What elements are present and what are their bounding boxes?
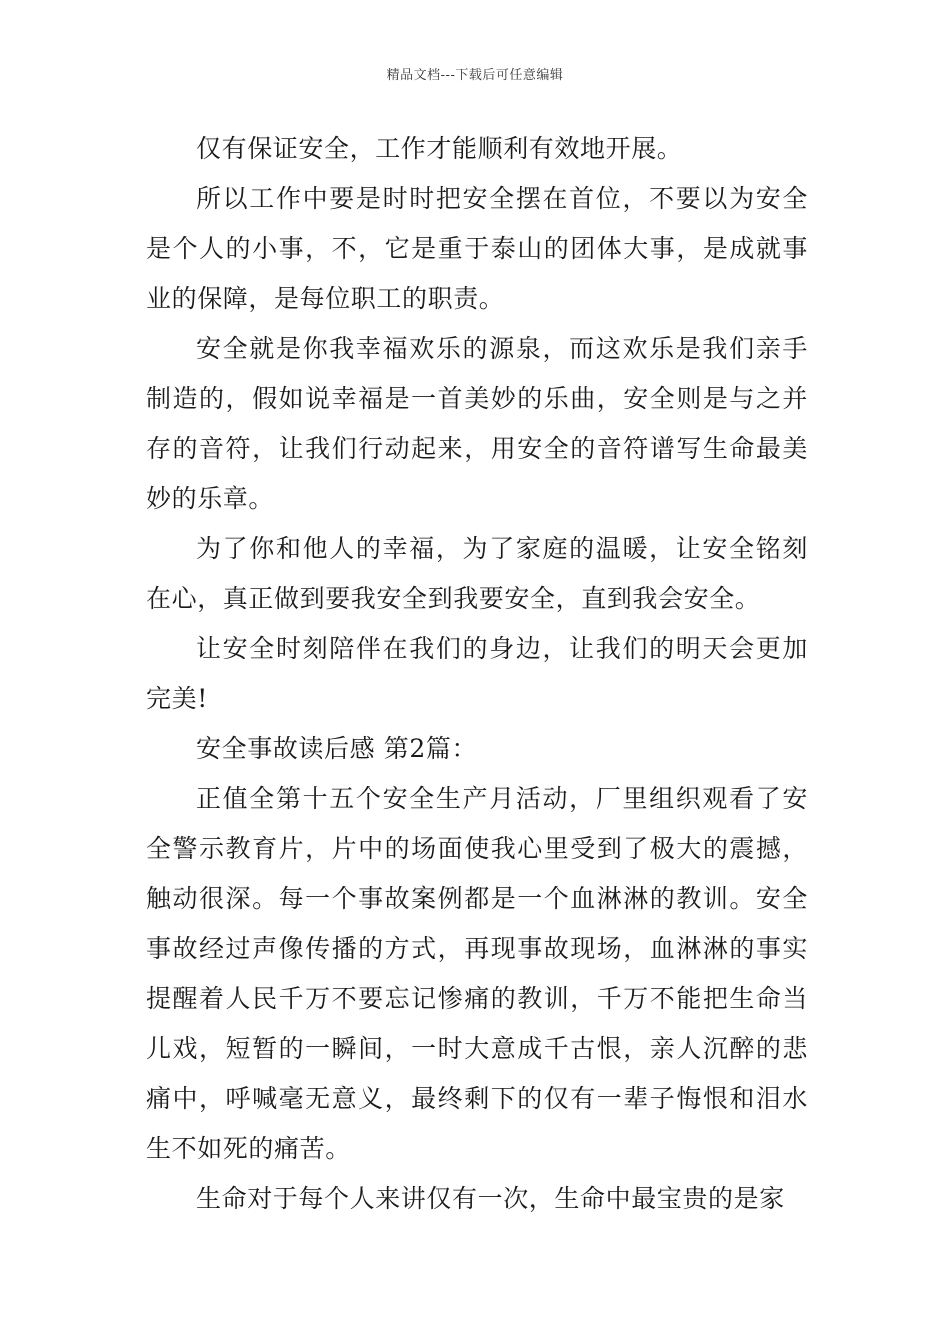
section-heading: 安全事故读后感 第2篇： — [196, 734, 478, 763]
page-header: 精品文档---下载后可任意编辑 — [386, 68, 564, 83]
paragraph-7: 生命对于每个人来讲仅有一次，生命中最宝贵的是家 — [196, 1184, 785, 1213]
paragraph-1: 仅有保证安全，工作才能顺利有效地开展。 — [196, 134, 683, 163]
paragraph-4: 为了你和他人的幸福，为了家庭的温暖，让安全铭刻在心，真正做到要我安全到我要安全，直到我会安全。 — [146, 534, 808, 613]
paragraph-6: 正值全第十五个安全生产月活动，厂里组织观看了安全警示教育片，片中的场面使我心里受到了极大的震撼，触动很深。每一个事故案例都是一个血淋淋的教训。安全事故经过声像传播的方式，再现事故现场，血淋淋的事实提醒着人民千万不要忘记惨痛的教训，千万不能把生命当儿戏，短暂的一瞬间，一时大意成千古恨，亲人沉醉的悲痛中，呼喊毫无意义，最终剩下的仅有一辈子悔恨和泪水生不如死的痛苦。 — [146, 784, 808, 1163]
paragraph-5: 让安全时刻陪伴在我们的身边，让我们的明天会更加完美! — [146, 634, 808, 713]
paragraph-2: 所以工作中要是时时把安全摆在首位，不要以为安全是个人的小事，不，它是重于泰山的团体大事，是成就事业的保障，是每位职工的职责。 — [146, 184, 808, 313]
paragraph-3: 安全就是你我幸福欢乐的源泉，而这欢乐是我们亲手制造的，假如说幸福是一首美妙的乐曲，安全则是与之并存的音符，让我们行动起来，用安全的音符谱写生命最美妙的乐章。 — [146, 334, 808, 513]
document-body — [146, 124, 808, 1224]
